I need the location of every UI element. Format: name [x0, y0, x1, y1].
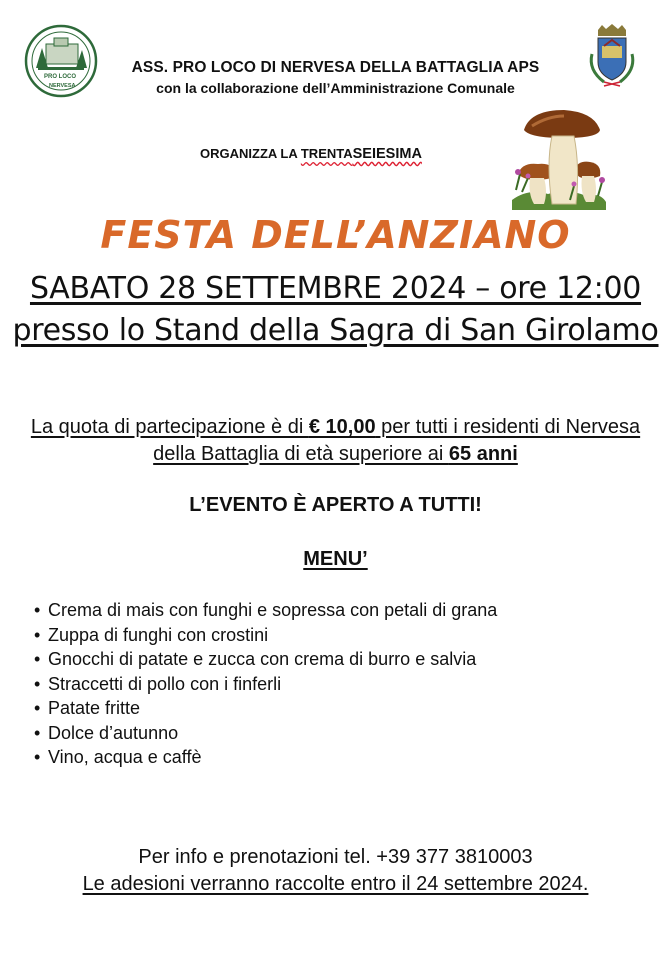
open-to-all-notice: L’EVENTO È APERTO A TUTTI! [189, 494, 482, 516]
menu-item-label: Gnocchi di patate e zucca con crema di burro e salvia [48, 649, 477, 669]
organizza-line [200, 146, 422, 162]
quota-paragraph [20, 414, 651, 468]
menu-item-label: Zuppa di funghi con crostini [48, 624, 269, 645]
bullet-icon: • [34, 673, 41, 694]
menu-item-label: Crema di mais con funghi e sopressa con petali di grana [48, 600, 498, 620]
bullet-icon: • [34, 649, 41, 669]
bullet-icon: • [34, 747, 41, 767]
organizza-seiesima: SEIESIMA [352, 146, 422, 162]
menu-item [34, 721, 497, 746]
bullet-icon: • [34, 698, 41, 718]
logo-text-bottom: NERVESA [49, 83, 76, 89]
event-title: FESTA DELL’ANZIANO [100, 213, 571, 257]
event-date: SABATO 28 SETTEMBRE 2024 – ore 12:00 [29, 271, 642, 306]
bullet-icon: • [34, 722, 41, 743]
quota-price: € 10,00 [308, 416, 376, 438]
menu-item-label: Vino, acqua e caffè [48, 747, 202, 767]
menu-item-label: Straccetti di pollo con i finferli [48, 673, 282, 694]
organizza-trenta: TRENTA [300, 146, 353, 161]
menu-list [34, 598, 497, 770]
menu-item [34, 672, 497, 697]
quota-text-1: La quota di partecipazione è di [30, 416, 309, 438]
mushroom-illustration [508, 104, 608, 212]
logo-text-top: PRO LOCO [44, 74, 77, 80]
menu-item-label: Patate fritte [48, 698, 141, 718]
menu-item-label: Dolce d’autunno [48, 722, 179, 743]
info-contact: Per info e prenotazioni tel. +39 377 3810003 [138, 846, 533, 868]
org-name: ASS. PRO LOCO DI NERVESA DELLA BATTAGLIA APS [131, 59, 540, 76]
menu-item [34, 696, 497, 721]
quota-age: 65 anni [448, 443, 518, 465]
menu-item [34, 623, 497, 648]
menu-item [34, 598, 497, 623]
bullet-icon: • [34, 600, 41, 620]
bullet-icon: • [34, 624, 41, 645]
quota-text-2: per tutti i residenti di Nervesa della Battaglia di età superiore ai [153, 416, 641, 465]
event-place: presso lo Stand della Sagra di San Girolamo [12, 313, 659, 348]
menu-title: MENU’ [303, 548, 368, 570]
menu-item [34, 745, 497, 770]
organizza-prefix: ORGANIZZA LA [200, 146, 301, 161]
org-collaboration: con la collaborazione dell’Amministrazione Comunale [156, 80, 515, 96]
registration-deadline: Le adesioni verranno raccolte entro il 24 settembre 2024. [82, 873, 589, 895]
menu-item [34, 647, 497, 672]
